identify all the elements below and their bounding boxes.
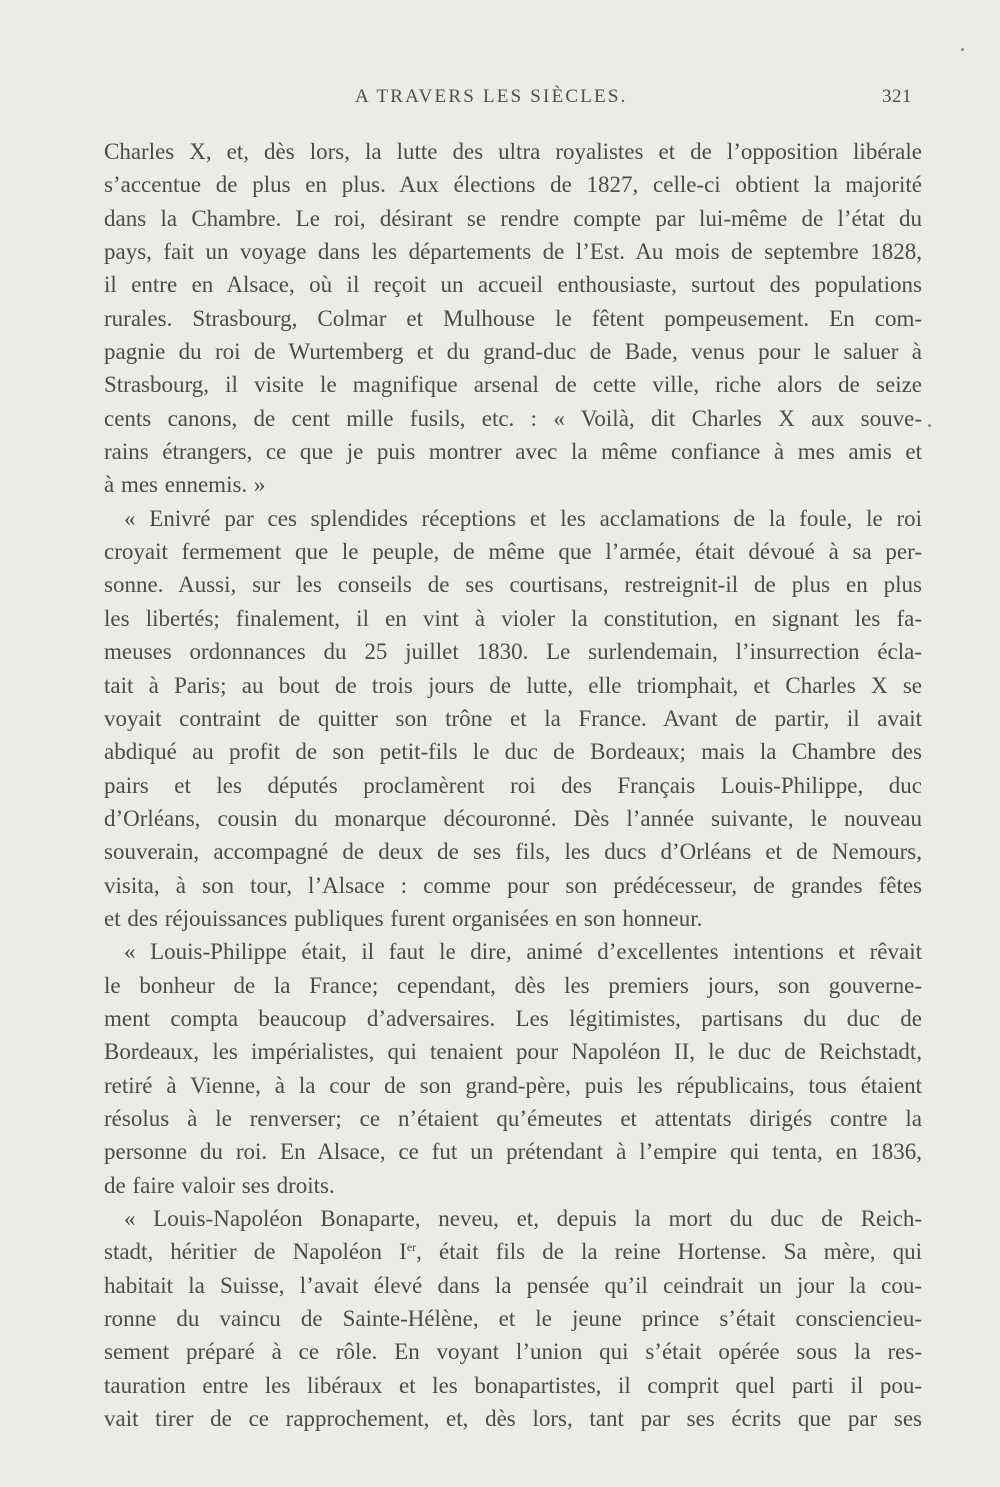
text-line: s’accentue de plus en plus. Aux élections de 1827, celle-ci obtient la majorité (104, 172, 922, 198)
text-line: vait tirer de ce rapprochement, et, dès lors, tant par ses écrits que par ses (104, 1406, 922, 1432)
text-line: abdiqué au profit de son petit-fils le duc de Bordeaux; mais la Chambre des (104, 739, 922, 765)
text-line: le bonheur de la France; cependant, dès les premiers jours, son gouverne- (104, 972, 922, 998)
text-line: cents canons, de cent mille fusils, etc. : « Voilà, dit Charles X aux souve- (104, 405, 922, 431)
text-line: de faire valoir ses droits. (104, 1172, 335, 1198)
text-line: « Enivré par ces splendides réceptions et les acclamations de la foule, le roi (124, 505, 922, 531)
paper-speck (928, 424, 931, 427)
text-line (104, 1235, 922, 1268)
text-segment: , était fils de la reine Hortense. Sa mère, qui (416, 1239, 922, 1265)
running-title: A TRAVERS LES SIÈCLES. (355, 86, 628, 107)
text-line: personne du roi. En Alsace, ce fut un prétendant à l’empire qui tenta, en 1836, (104, 1139, 922, 1165)
text-line: ment compta beaucoup d’adversaires. Les légitimistes, partisans du duc de (104, 1005, 922, 1031)
text-line: tait à Paris; au bout de trois jours de lutte, elle triomphait, et Charles X se (104, 672, 922, 698)
page-number: 321 (882, 86, 912, 107)
text-line: « Louis-Philippe était, il faut le dire, animé d’excellentes intentions et rêvait (124, 939, 922, 965)
body-text (104, 135, 922, 1435)
text-line: Charles X, et, dès lors, la lutte des ultra royalistes et de l’opposition libérale (104, 139, 922, 164)
text-line: souverain, accompagné de deux de ses fils, les ducs d’Orléans et de Nemours, (104, 839, 922, 865)
text-line: il entre en Alsace, où il reçoit un accueil enthousiaste, surtout des populations (104, 272, 922, 298)
text-line: sement préparé à ce rôle. En voyant l’union qui s’était opérée sous la res- (104, 1339, 922, 1365)
text-line: Bordeaux, les impérialistes, qui tenaient pour Napoléon II, le duc de Reichstadt, (104, 1039, 922, 1065)
text-line: tauration entre les libéraux et les bonapartistes, il comprit quel parti il pou- (104, 1372, 922, 1398)
running-header (0, 86, 1000, 120)
text-line: d’Orléans, cousin du monarque découronné. Dès l’année suivante, le nouveau (104, 805, 922, 831)
text-line: « Louis-Napoléon Bonaparte, neveu, et, depuis la mort du duc de Reich- (124, 1206, 922, 1231)
text-line: rains étrangers, ce que je puis montrer avec la même confiance à mes amis et (104, 439, 922, 465)
paper-speck (961, 48, 964, 51)
text-line: ronne du vaincu de Sainte-Hélène, et le jeune prince s’était consciencieu- (104, 1306, 922, 1332)
text-line: pagnie du roi de Wurtemberg et du grand-duc de Bade, venus pour le saluer à (104, 339, 922, 365)
text-line: les libertés; finalement, il en vint à violer la constitution, en signant les fa- (104, 605, 922, 631)
text-line: résolus à le renverser; ce n’étaient qu’émeutes et attentats dirigés contre la (104, 1105, 922, 1131)
text-segment: stadt, héritier de Napoléon I (104, 1239, 407, 1265)
superscript: er (406, 1240, 417, 1255)
text-line: retiré à Vienne, à la cour de son grand-père, puis les républicains, tous étaient (104, 1072, 922, 1098)
text-line: dans la Chambre. Le roi, désirant se rendre compte par lui-même de l’état du (104, 205, 922, 231)
text-line: à mes ennemis. » (104, 472, 266, 498)
text-line: sonne. Aussi, sur les conseils de ses courtisans, restreignit-il de plus en plus (104, 572, 922, 598)
text-line: croyait fermement que le peuple, de même que l’armée, était dévoué à sa per- (104, 539, 922, 565)
text-line: visita, à son tour, l’Alsace : comme pour son prédécesseur, de grandes fêtes (104, 872, 922, 898)
text-line: meuses ordonnances du 25 juillet 1830. Le surlendemain, l’insurrection écla- (104, 639, 922, 665)
text-line: rurales. Strasbourg, Colmar et Mulhouse le fêtent pompeusement. En com- (104, 305, 922, 331)
text-line: pays, fait un voyage dans les départements de l’Est. Au mois de septembre 1828, (104, 239, 922, 265)
text-line: voyait contraint de quitter son trône et la France. Avant de partir, il avait (104, 705, 922, 731)
text-line: habitait la Suisse, l’avait élevé dans la pensée qu’il ceindrait un jour la cou- (104, 1272, 922, 1298)
text-line: pairs et les députés proclamèrent roi des Français Louis-Philippe, duc (104, 772, 922, 798)
text-line: et des réjouissances publiques furent organisées en son honneur. (104, 905, 703, 931)
text-line: Strasbourg, il visite le magnifique arsenal de cette ville, riche alors de seize (104, 372, 922, 398)
